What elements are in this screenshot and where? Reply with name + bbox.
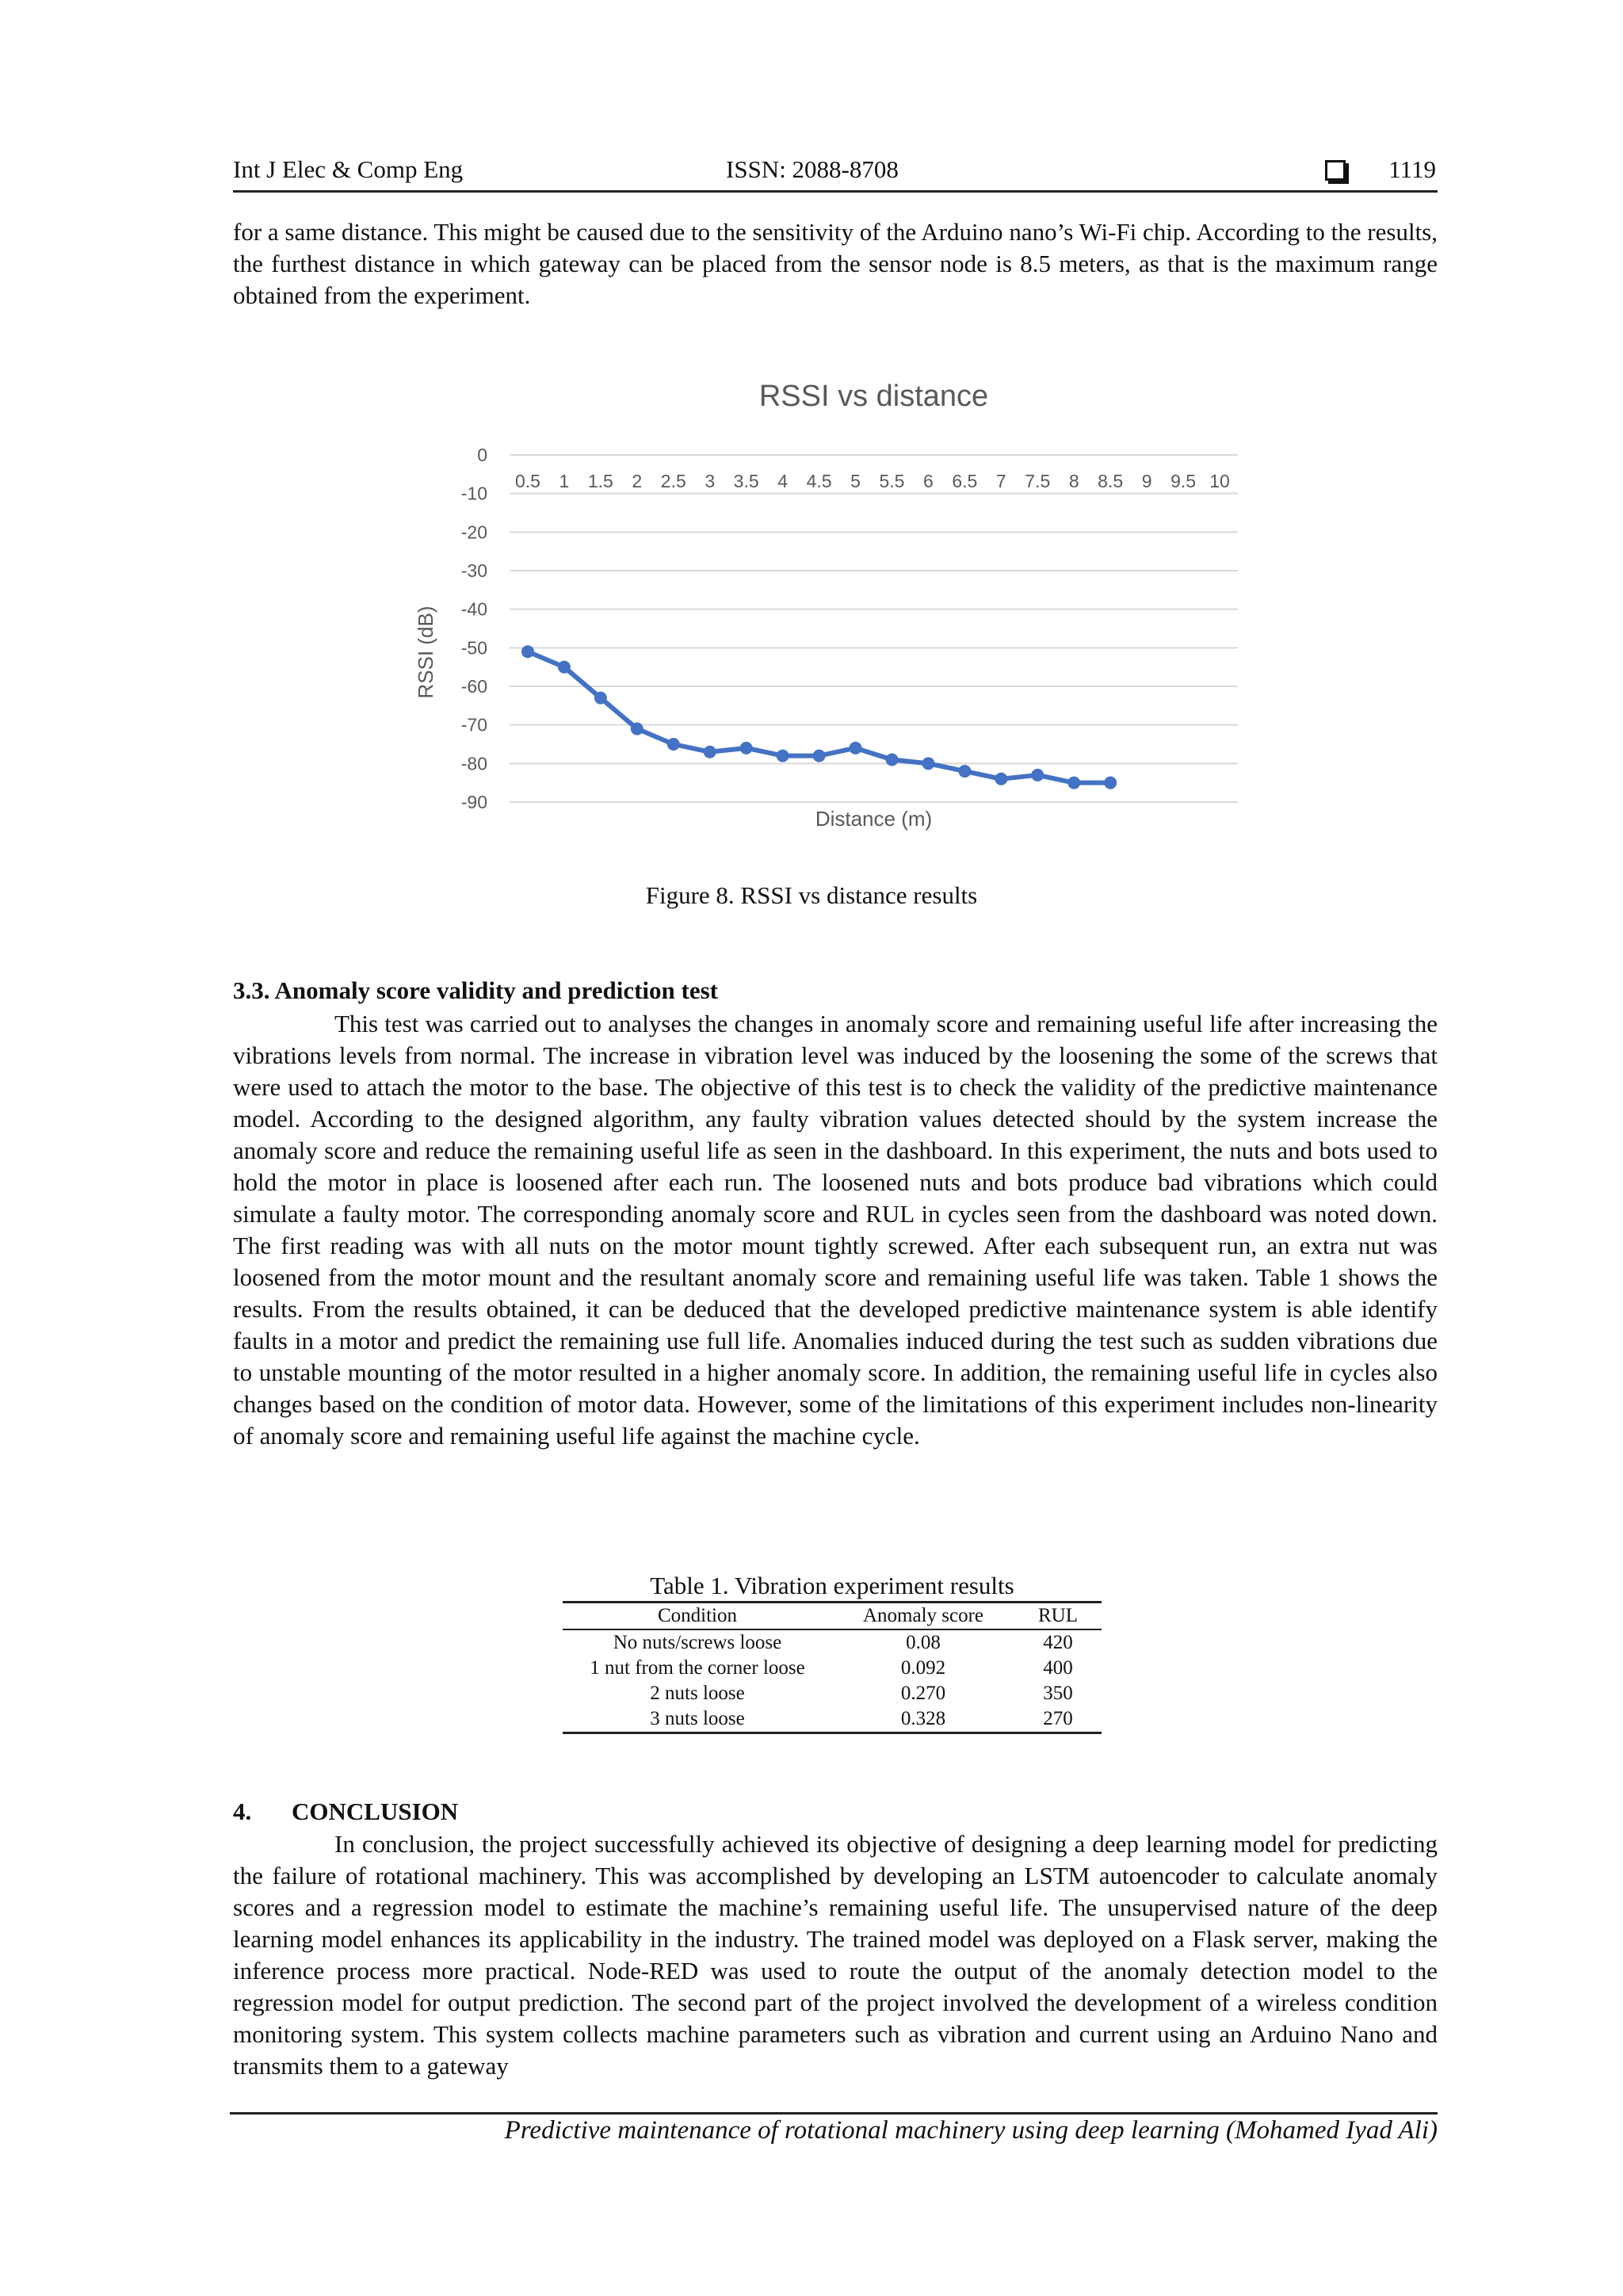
data-point <box>1104 777 1117 789</box>
x-tick-label: 5 <box>850 471 861 491</box>
table-cell: No nuts/screws loose <box>613 1632 782 1653</box>
table-title: Table 1. Vibration experiment results <box>650 1572 1014 1599</box>
table-cell: 350 <box>1043 1683 1073 1704</box>
table-cell: 0.08 <box>906 1632 941 1653</box>
section-body: This test was carried out to analyses the changes in anomaly score and remaining useful life after increasing the vibrations levels from normal. The increase in vibration level was induced by the loosening the some of the screws that were used to attach the motor to the base. The objective of this test is to check the validity of the predictive maintenance model. According to the designed algorithm, any faulty vibration values detected should by the system increase the anomaly score and reduce the remaining useful life as seen in the dashboard. In this experiment, the nuts and bots used to hold the motor in place is loosened after each run. The loosened nuts and bots produce bad vibrations which could simulate a faulty motor. The corresponding anomaly score and RUL in cycles seen from the dashboard was noted down. The first reading was with all nuts on the motor mount tightly screwed. After each subsequent run, an extra nut was loosened from the motor mount and the resultant anomaly score and remaining useful life was taken. Table 1 shows the results. From the results obtained, it can be deduced that the developed predictive maintenance system is able identify faults in a motor and predict the remaining use full life. Anomalies induced during the test such as sudden vibrations due to unstable mounting of the motor resulted in a higher anomaly score. In addition, the remaining useful life in cycles also changes based on the condition of motor data. However, some of the limitations of this experiment includes non-linearity of anomaly score and remaining useful life against the machine cycle. <box>233 1010 1438 1450</box>
data-point <box>1067 777 1080 789</box>
data-point <box>995 773 1007 785</box>
square-icon <box>1325 160 1346 181</box>
conclusion-body: In conclusion, the project successfully achieved its objective of designing a deep learning model for predicting the failure of rotational machinery. This was accomplished by developing an LSTM autoencoder to calculate anomaly scores and a regression model to estimate the machine’s remaining useful life. The unsupervised nature of the deep learning model enhances its applicability in the industry. The trained model was deployed on a Flask server, making the inference process more practical. Node-RED was used to route the output of the anomaly detection model to the regression model for output prediction. The second part of the project involved the development of a wireless condition monitoring system. This system collects machine parameters such as vibration and current using an Arduino Nano and transmits them to a gateway <box>233 1830 1438 2080</box>
results-table <box>563 1601 1102 1734</box>
x-tick-label: 1.5 <box>587 471 613 491</box>
column-header: RUL <box>1014 1603 1102 1630</box>
chart-svg <box>396 365 1268 856</box>
x-tick-label: 5.5 <box>879 471 905 491</box>
x-tick-label: 4 <box>777 471 789 491</box>
y-tick-label: -80 <box>460 753 487 774</box>
table-cell: 2 nuts loose <box>650 1683 745 1704</box>
x-tick-label: 10 <box>1209 471 1230 491</box>
x-tick-label: 4.5 <box>806 471 832 491</box>
column-header: Condition <box>563 1603 832 1630</box>
table-header-row <box>563 1603 1102 1630</box>
section-heading: 3.3. Anomaly score validity and prediction test <box>233 976 718 1004</box>
y-axis-label: RSSI (dB) <box>414 606 437 699</box>
y-tick-label: -10 <box>460 483 487 504</box>
y-tick-label: -90 <box>460 792 487 812</box>
data-point <box>922 757 934 770</box>
y-tick-label: -50 <box>460 637 487 659</box>
table-cell: 3 nuts loose <box>650 1708 745 1729</box>
running-header <box>233 155 1438 193</box>
table-cell: 0.092 <box>900 1657 946 1679</box>
table-cell: 420 <box>1043 1632 1073 1653</box>
data-point <box>740 742 753 755</box>
rssi-chart <box>396 365 1268 856</box>
figure-caption: Figure 8. RSSI vs distance results <box>645 881 978 909</box>
issn: ISSN: 2088-8708 <box>726 155 899 183</box>
table-cell: 270 <box>1043 1708 1073 1729</box>
table-cell: 0.270 <box>900 1683 946 1704</box>
y-tick-label: -20 <box>460 521 487 543</box>
table-cell: 1 nut from the corner loose <box>590 1657 805 1679</box>
journal-name: Int J Elec & Comp Eng <box>233 155 464 183</box>
x-tick-label: 9 <box>1141 471 1152 491</box>
x-axis-label: Distance (m) <box>815 807 933 831</box>
data-point <box>558 661 571 674</box>
data-point <box>850 742 862 755</box>
chart-title: RSSI vs distance <box>758 380 989 413</box>
conclusion-number: 4. <box>233 1797 252 1825</box>
x-tick-label: 3.5 <box>733 471 759 491</box>
y-tick-label: -60 <box>460 676 487 697</box>
x-tick-label: 1 <box>559 471 570 491</box>
data-point <box>958 765 971 777</box>
data-point <box>813 750 826 762</box>
data-point <box>777 750 789 762</box>
conclusion-title: CONCLUSION <box>292 1797 459 1825</box>
x-tick-label: 9.5 <box>1170 471 1197 491</box>
data-point <box>594 692 607 705</box>
y-tick-label: -70 <box>460 714 487 735</box>
x-tick-label: 7.5 <box>1025 471 1051 491</box>
conclusion-heading <box>233 1797 458 1826</box>
x-tick-label: 0.5 <box>514 471 540 491</box>
x-tick-label: 6 <box>923 471 934 491</box>
x-tick-label: 8.5 <box>1098 471 1124 491</box>
y-tick-label: -30 <box>460 560 487 581</box>
y-tick-label: 0 <box>477 445 487 465</box>
x-tick-label: 2.5 <box>660 471 686 491</box>
footer-rule <box>230 2112 1438 2115</box>
data-point <box>631 723 643 735</box>
y-tick-label: -40 <box>460 598 487 620</box>
column-header: Anomaly score <box>832 1603 1014 1630</box>
table-row <box>563 1629 1102 1656</box>
x-tick-label: 3 <box>705 471 716 491</box>
intro-paragraph: for a same distance. This might be caused due to the sensitivity of the Arduino nano’s Wi-Fi chip. According to the results, the furthest distance in which gateway can be placed from the sensor node is 8.5 meters, as that is the maximum range obtained from the experiment. <box>233 218 1438 309</box>
data-point <box>1031 769 1044 781</box>
x-tick-label: 8 <box>1068 471 1079 491</box>
data-point <box>885 753 898 766</box>
table-row <box>563 1706 1102 1733</box>
data-point <box>667 738 680 751</box>
table-row <box>563 1656 1102 1681</box>
page-number: 1119 <box>1388 155 1436 183</box>
x-tick-label: 6.5 <box>952 471 978 491</box>
running-footer: Predictive maintenance of rotational machinery using deep learning (Mohamed Iyad Ali) <box>504 2116 1438 2145</box>
x-tick-label: 2 <box>632 471 643 491</box>
x-tick-label: 7 <box>995 471 1006 491</box>
data-point <box>521 645 534 658</box>
table-cell: 0.328 <box>900 1708 946 1729</box>
table-row <box>563 1681 1102 1706</box>
table-cell: 400 <box>1043 1657 1073 1679</box>
data-point <box>704 746 716 758</box>
